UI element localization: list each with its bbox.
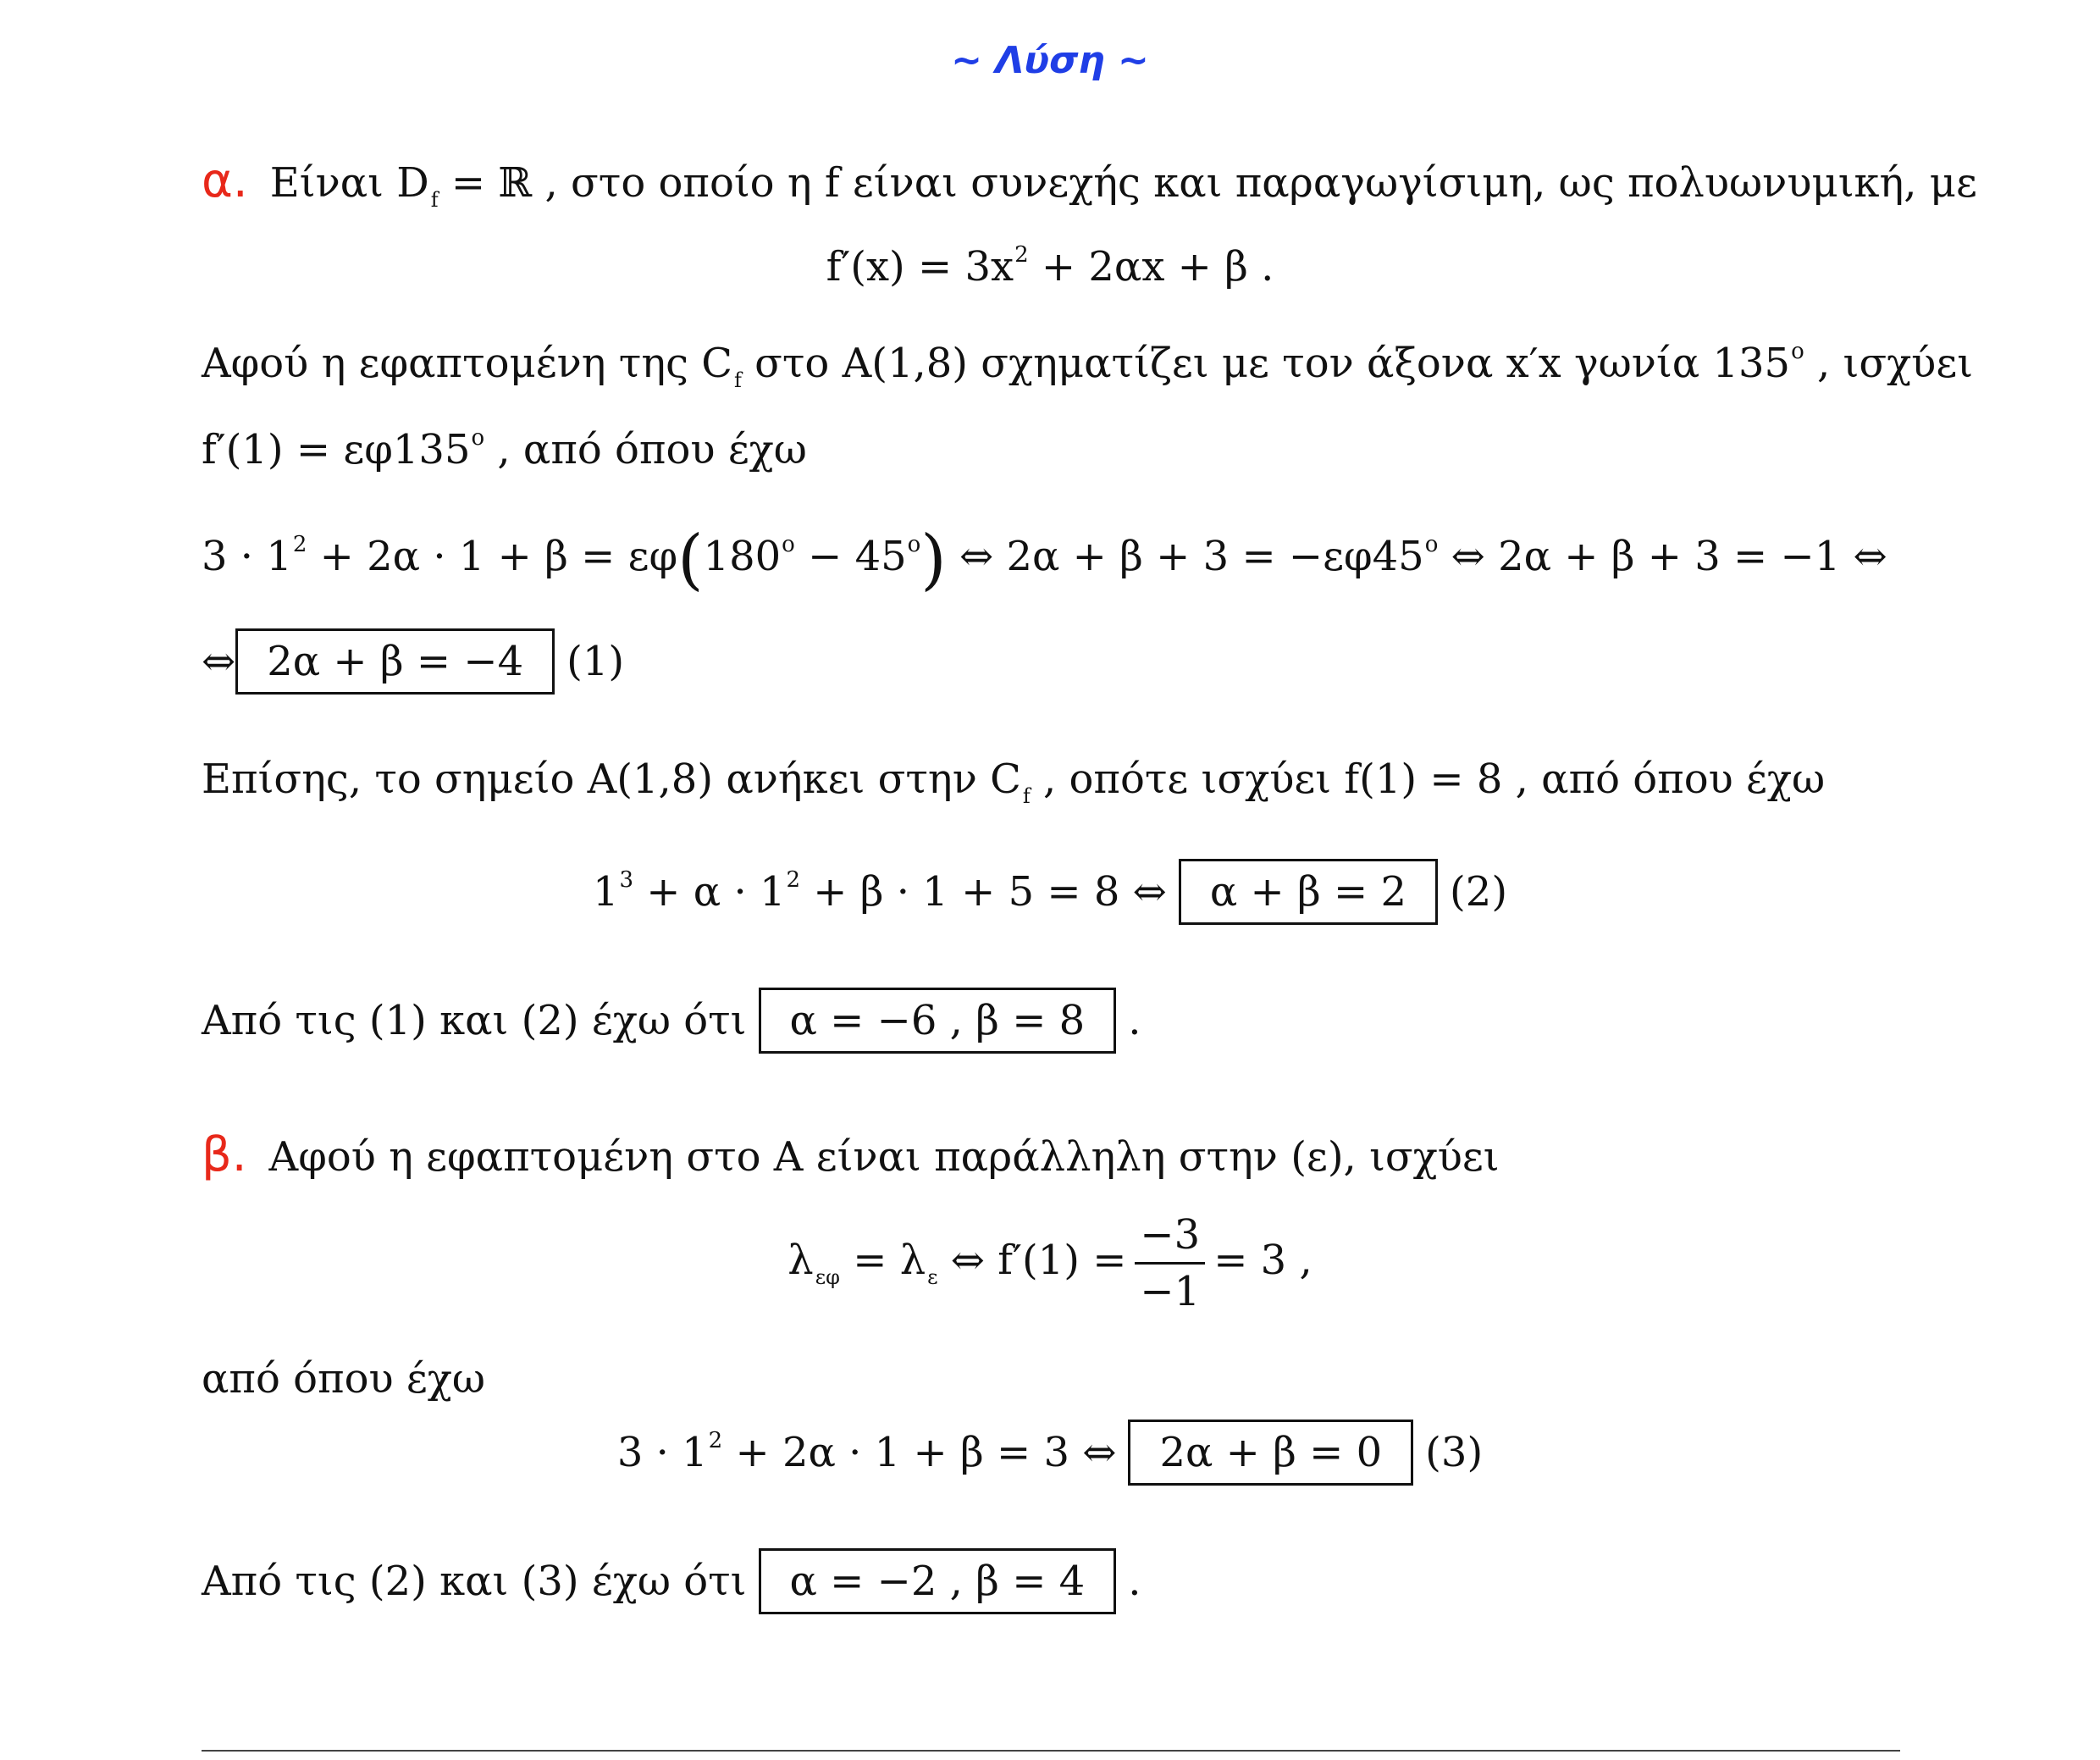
part-a-marker: α. [202, 153, 248, 208]
equation-chain-1: $3 \cdot 1^2 + 2\alpha \cdot 1 + \beta = \varepsilon\varphi(180^o - 45^o)$ ⇔ $2\alpha + \beta + 3 = -\varepsilon\varphi 45^o$ ⇔ 2α + β + 3 = −1 ⇔ [202, 522, 1887, 598]
equation-label-1: (1) [566, 638, 625, 685]
conclusion-b: Από τις (2) και (3) έχω ότι α = −2 , β = 4 . [202, 1548, 1141, 1614]
whence-text: από όπου έχω [202, 1355, 485, 1403]
slope-equation: $\lambda_{\varepsilon\varphi} = \lambda_\varepsilon$ ⇔ f′(1) = $\frac{-3}{-1}$ = 3 , [788, 1211, 1312, 1315]
part-b-intro: β. Αφού η εφαπτομένη στο Α είναι παράλληλη στην (ε), ισχύει [202, 1127, 1500, 1182]
point-on-curve-statement: Επίσης, το σημείο A(1,8) ανήκει στην $C_f$ , οπότε ισχύει f(1) = 8 , από όπου έχω [202, 755, 1826, 808]
equation-label-2: (2) [1450, 868, 1508, 916]
boxed-equation-3: 2α + β = 0 [1128, 1420, 1413, 1486]
derivative-formula: $f'(x) = 3x^2 + 2\alpha x + \beta$ . [826, 242, 1274, 291]
boxed-answer-b: α = −2 , β = 4 [759, 1548, 1117, 1614]
fprime-statement: $f'(1) = \varepsilon\varphi 135^o$ , από όπου έχω [202, 425, 807, 473]
solution-title: ~ Λύση ~ [951, 39, 1149, 82]
boxed-equation-1: 2α + β = −4 [235, 628, 555, 695]
boxed-equation-2: α + β = 2 [1179, 859, 1438, 925]
conclusion-a: Από τις (1) και (2) έχω ότι α = −6 , β = 8 . [202, 988, 1141, 1054]
slope-fraction: $\frac{-3}{-1}$ [1135, 1215, 1205, 1312]
equation-label-3: (3) [1425, 1429, 1484, 1476]
footer-divider [202, 1750, 1900, 1752]
equation-chain-2: $1^3 + \alpha \cdot 1^2 + \beta \cdot 1 + 5 = 8$ ⇔ α + β = 2 (2) [0, 859, 2100, 925]
tangent-statement: Αφού η εφαπτομένη της $C_f$ στο A(1,8) σχηματίζει με τον άξονα x′x γωνία 135$^o$ , ισχύει [202, 339, 1974, 392]
part-a-intro: α. Είναι $D_f$ = ℝ , στο οποίο η f είναι συνεχής και παραγωγίσιμη, ως πολυωνυμική, με [202, 153, 1977, 212]
equation-chain-3: $3 \cdot 1^2 + 2\alpha \cdot 1 + \beta = 3$ ⇔ 2α + β = 0 (3) [0, 1420, 2100, 1486]
boxed-answer-a: α = −6 , β = 8 [759, 988, 1117, 1054]
part-b-marker: β. [202, 1127, 247, 1182]
boxed-result-1: ⇔ 2α + β = −4 (1) [202, 628, 624, 695]
